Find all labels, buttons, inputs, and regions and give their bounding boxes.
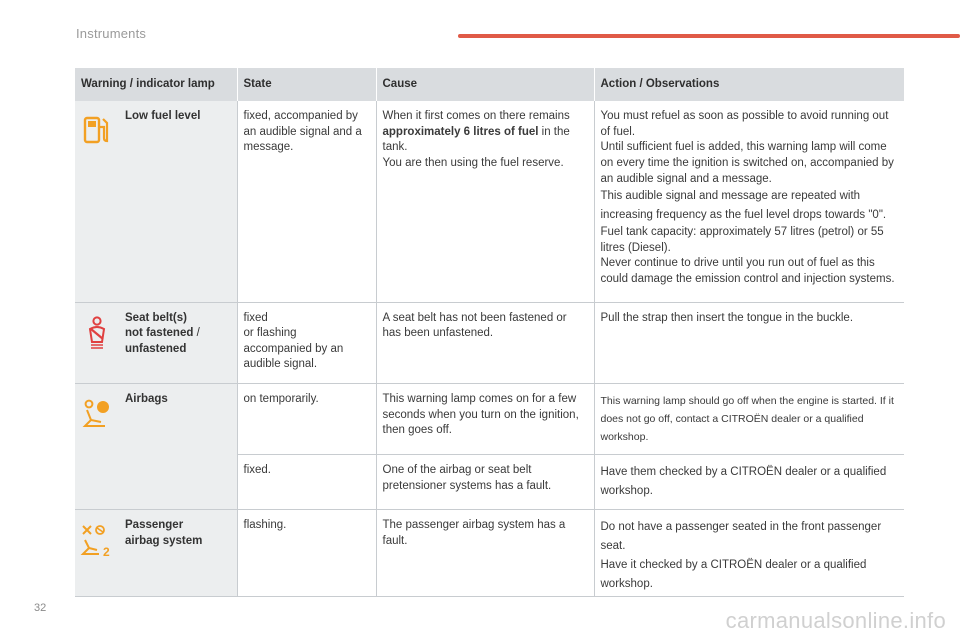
action-paragraph: Have it checked by a CITROËN dealer or a qualified workshop. xyxy=(600,559,867,591)
cause-text-part: When it first comes on there remains xyxy=(382,110,570,122)
table-row-passenger-airbag xyxy=(75,510,904,597)
cause-text-part: in the tank. xyxy=(382,125,570,154)
table-header-row xyxy=(75,68,904,101)
lamp-name: Low fuel level xyxy=(119,101,237,302)
lamp-name-part: airbag system xyxy=(125,534,203,547)
action-paragraph: Until sufficient fuel is added, this warning lamp will come on every time the ignition is switched on, accompanied by an audible signal and a message. xyxy=(600,141,894,185)
lamp-name-part: Seat belt(s) xyxy=(125,311,187,324)
cause-text: This warning lamp comes on for a few seconds when you turn on the ignition, then goes off. xyxy=(376,384,594,455)
fuel-pump-icon xyxy=(79,113,115,149)
passenger-airbag-off-icon xyxy=(79,522,115,558)
airbag-icon xyxy=(79,396,115,432)
lamp-name xyxy=(119,510,237,597)
lamp-name-part: not fastened xyxy=(125,327,194,340)
state-text: fixed. xyxy=(237,455,376,510)
state-text: flashing. xyxy=(237,510,376,597)
icon-cell xyxy=(75,384,119,510)
column-header-action: Action / Observations xyxy=(594,68,904,101)
state-text: fixed, accompanied by an audible signal and a message. xyxy=(237,101,376,302)
cause-text: One of the airbag or seat belt pretensioner systems has a fault. xyxy=(376,455,594,510)
icon-cell xyxy=(75,101,119,302)
table-row-low-fuel xyxy=(75,101,904,302)
column-header-state: State xyxy=(237,68,376,101)
action-text: Pull the strap then insert the tongue in the buckle. xyxy=(594,302,904,384)
warning-lamp-table xyxy=(75,68,904,597)
lamp-name-separator: / xyxy=(193,327,200,340)
action-paragraph: Do not have a passenger seated in the front passenger seat. xyxy=(600,521,882,553)
cause-text xyxy=(376,101,594,302)
accent-bar xyxy=(458,34,960,38)
state-line: fixed xyxy=(243,311,268,324)
action-paragraph: Never continue to drive until you run out of fuel as this could damage the emission control and injection systems. xyxy=(600,257,895,285)
lamp-name: Airbags xyxy=(119,384,237,510)
cause-text: The passenger airbag system has a fault. xyxy=(376,510,594,597)
icon-cell xyxy=(75,510,119,597)
action-paragraph: You must refuel as soon as possible to avoid running out of fuel. xyxy=(600,110,889,138)
lamp-name-part: Passenger xyxy=(125,519,184,532)
seat-belt-icon xyxy=(79,315,115,351)
action-paragraph: This audible signal and message are repeated with increasing frequency as the fuel level drops towards "0". xyxy=(600,190,887,222)
action-paragraph: Fuel tank capacity: approximately 57 litres (petrol) or 55 litres (Diesel). xyxy=(600,226,884,254)
cause-text: A seat belt has not been fastened or has been unfastened. xyxy=(376,302,594,384)
column-header-lamp: Warning / indicator lamp xyxy=(75,68,237,101)
svg-text:2: 2 xyxy=(103,545,110,559)
lamp-name xyxy=(119,302,237,384)
icon-cell xyxy=(75,302,119,384)
table-row-seat-belt xyxy=(75,302,904,384)
lamp-name-part: unfastened xyxy=(125,342,187,355)
page-number: 32 xyxy=(34,602,47,614)
column-header-cause: Cause xyxy=(376,68,594,101)
state-text: on temporarily. xyxy=(237,384,376,455)
action-text xyxy=(594,510,904,597)
action-text xyxy=(594,101,904,302)
table-row-airbags xyxy=(75,384,904,455)
action-text: This warning lamp should go off when the engine is started. If it does not go off, contact a CITROËN dealer or a qualified workshop. xyxy=(594,384,904,455)
state-text xyxy=(237,302,376,384)
cause-text-bold: approximately 6 litres of fuel xyxy=(382,125,539,138)
section-title: Instruments xyxy=(76,26,147,41)
watermark: carmanualsonline.info xyxy=(725,608,946,633)
state-line: or flashing xyxy=(243,327,297,340)
cause-text-part: You are then using the fuel reserve. xyxy=(382,156,564,169)
action-text: Have them checked by a CITROËN dealer or a qualified workshop. xyxy=(594,455,904,510)
state-line: accompanied by an audible signal. xyxy=(243,342,344,371)
